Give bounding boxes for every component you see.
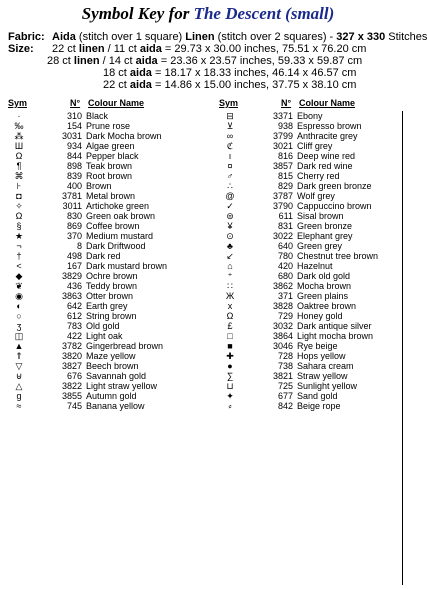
thread-number: 371 (277, 291, 293, 301)
symbol-glyph: ▲ (14, 341, 24, 351)
colour-name: Dark red wine (297, 161, 353, 171)
colour-name: Black (86, 111, 109, 121)
colour-name: Espresso brown (297, 121, 362, 131)
thread-number: 3827 (61, 361, 82, 371)
thread-number: 829 (277, 181, 293, 191)
table-row (6, 251, 196, 261)
size-cloth2: aida (129, 67, 152, 79)
table-row (217, 131, 407, 141)
symbol-glyph: ⁺ (227, 271, 233, 281)
table-row (6, 151, 196, 161)
size-line-4 (103, 79, 356, 91)
colour-name: Maze yellow (86, 351, 136, 361)
fabric-line (8, 31, 427, 43)
thread-number: 3863 (61, 291, 82, 301)
symbol-glyph: ⊙ (226, 231, 234, 241)
colour-name: Sisal brown (297, 211, 344, 221)
symbol-glyph: ʒ (16, 321, 22, 331)
thread-number: 400 (66, 181, 82, 191)
symbol-glyph: ℭ (226, 141, 234, 151)
table-row (6, 221, 196, 231)
symbol-glyph: ↙ (226, 251, 234, 261)
thread-number: 783 (66, 321, 82, 331)
thread-number: 3021 (272, 141, 293, 151)
table-row (217, 311, 407, 321)
symbol-glyph: Ж (225, 291, 235, 301)
table-row (217, 371, 407, 381)
table-row (6, 141, 196, 151)
symbol-glyph: x (227, 301, 233, 311)
thread-number: 3864 (272, 331, 293, 341)
table-row (6, 301, 196, 311)
table-row (6, 351, 196, 361)
colour-name: Beech brown (86, 361, 139, 371)
symbol-glyph: g (16, 391, 22, 401)
symbol-glyph: ¥ (227, 221, 233, 231)
symbol-glyph: ⊻ (226, 121, 234, 131)
table-row (6, 181, 196, 191)
table-row (217, 191, 407, 201)
symbol-glyph: § (16, 221, 22, 231)
table-row (6, 331, 196, 341)
thread-number: 436 (66, 281, 82, 291)
colour-name: Chestnut tree brown (297, 251, 379, 261)
colour-name: Algae green (86, 141, 135, 151)
title-prefix: Symbol Key for (81, 4, 194, 23)
size-line-2 (47, 55, 362, 67)
colour-name: Honey gold (297, 311, 343, 321)
stitch-suffix: Stitches (385, 31, 427, 43)
title-pattern-name: The Descent (small) (193, 4, 335, 23)
table-row (217, 301, 407, 311)
table-row (6, 281, 196, 291)
table-row (6, 191, 196, 201)
symbol-glyph: ⸗ (228, 401, 232, 411)
colour-name: Hazelnut (297, 261, 333, 271)
thread-number: 869 (66, 221, 82, 231)
thread-number: 3031 (61, 131, 82, 141)
colour-name: Cherry red (297, 171, 340, 181)
table-row (217, 211, 407, 221)
thread-number: 725 (277, 381, 293, 391)
thread-number: 167 (66, 261, 82, 271)
symbol-glyph: ∴ (227, 181, 233, 191)
colour-name: Oaktree brown (297, 301, 357, 311)
thread-number: 729 (277, 311, 293, 321)
table-row (217, 181, 407, 191)
symbol-glyph: ⌘ (14, 171, 24, 181)
table-row (217, 151, 407, 161)
symbol-glyph: ◘ (16, 191, 22, 201)
symbol-glyph: ◆ (15, 271, 23, 281)
symbol-glyph: ⇑ (15, 351, 23, 361)
header-no-right: N° (281, 98, 292, 108)
table-row (217, 351, 407, 361)
colour-name: Metal brown (86, 191, 136, 201)
table-row (217, 321, 407, 331)
table-row (6, 361, 196, 371)
symbol-glyph: ✓ (226, 201, 234, 211)
colour-name: Earth grey (86, 301, 128, 311)
colour-name: Anthracite grey (297, 131, 358, 141)
table-row (6, 371, 196, 381)
thread-number: 8 (76, 241, 82, 251)
fabric-linen-note: (stitch over 2 squares) - (214, 31, 337, 43)
size-cloth2: aida (139, 43, 162, 55)
colour-name: Ebony (297, 111, 323, 121)
symbol-glyph: ⊜ (226, 211, 234, 221)
size-line-3 (103, 67, 356, 79)
colour-name: Beige rope (297, 401, 341, 411)
symbol-glyph: † (16, 251, 22, 261)
table-row (6, 241, 196, 251)
table-row (217, 201, 407, 211)
thread-number: 420 (277, 261, 293, 271)
symbol-glyph: ⊎ (15, 371, 23, 381)
thread-number: 830 (66, 211, 82, 221)
thread-number: 3828 (272, 301, 293, 311)
table-row (6, 201, 196, 211)
table-row (6, 171, 196, 181)
fabric-label: Fabric: (8, 31, 45, 43)
colour-name: Sunlight yellow (297, 381, 358, 391)
thread-number: 154 (66, 121, 82, 131)
symbol-glyph: ◉ (15, 291, 23, 301)
thread-number: 640 (277, 241, 293, 251)
thread-number: 676 (66, 371, 82, 381)
table-row (217, 341, 407, 351)
symbol-glyph: ¬ (16, 241, 22, 251)
colour-name: Autumn gold (86, 391, 137, 401)
thread-number: 3857 (272, 161, 293, 171)
colour-name: Sand gold (297, 391, 338, 401)
table-row (6, 401, 196, 411)
symbol-glyph: ¶ (16, 161, 22, 171)
table-row (217, 141, 407, 151)
fabric-linen: Linen (185, 31, 215, 43)
colour-name: Light straw yellow (86, 381, 158, 391)
symbol-glyph: ¤ (227, 161, 233, 171)
thread-number: 3790 (272, 201, 293, 211)
thread-number: 3046 (272, 341, 293, 351)
thread-number: 3855 (61, 391, 82, 401)
table-row (217, 361, 407, 371)
colour-name: Pepper black (86, 151, 139, 161)
thread-number: 3787 (272, 191, 293, 201)
colour-name: Coffee brown (86, 221, 140, 231)
thread-number: 839 (66, 171, 82, 181)
thread-number: 831 (277, 221, 293, 231)
fabric-aida: Aida (52, 31, 76, 43)
table-row (6, 391, 196, 401)
symbol-glyph: ∷ (227, 281, 233, 291)
symbol-glyph: ⌂ (227, 261, 233, 271)
table-row (6, 291, 196, 301)
header-no-left: N° (70, 98, 81, 108)
symbol-glyph: ★ (14, 231, 24, 241)
symbol-glyph: ✚ (226, 351, 234, 361)
table-row (217, 161, 407, 171)
symbol-glyph: ♂ (226, 171, 234, 181)
thread-number: 3820 (61, 351, 82, 361)
colour-name: Green plains (297, 291, 349, 301)
thread-number: 612 (66, 311, 82, 321)
colour-name: Cliff grey (297, 141, 333, 151)
symbol-glyph: Ω (15, 211, 23, 221)
thread-number: 3829 (61, 271, 82, 281)
colour-name: Prune rose (86, 121, 131, 131)
thread-number: 498 (66, 251, 82, 261)
table-row (6, 321, 196, 331)
table-row (6, 121, 196, 131)
table-row (217, 111, 407, 121)
table-row (217, 261, 407, 271)
size-cloth: linen (73, 55, 100, 67)
thread-number: 677 (277, 391, 293, 401)
thread-number: 938 (277, 121, 293, 131)
table-row (217, 221, 407, 231)
size-cloth2: aida (135, 55, 158, 67)
symbol-glyph: ▽ (15, 361, 23, 371)
header-sym-right: Sym (219, 98, 239, 108)
colour-name: Otter brown (86, 291, 134, 301)
header-sym-left: Sym (8, 98, 28, 108)
colour-name: Hops yellow (297, 351, 346, 361)
colour-name: Banana yellow (86, 401, 145, 411)
colour-name: Straw yellow (297, 371, 348, 381)
table-row (6, 381, 196, 391)
size-rest: = 23.36 x 23.57 inches, 59.33 x 59.87 cm (157, 55, 363, 67)
colour-name: Rye beige (297, 341, 338, 351)
colour-name: Mocha brown (297, 281, 352, 291)
symbol-glyph: ✦ (226, 391, 234, 401)
size-cloth: linen (78, 43, 105, 55)
colour-name: Light oak (86, 331, 123, 341)
colour-name: Deep wine red (297, 151, 356, 161)
thread-number: 3022 (272, 231, 293, 241)
symbol-glyph: ◫ (14, 331, 24, 341)
size-rest: = 18.17 x 18.33 inches, 46.14 x 46.57 cm (151, 67, 357, 79)
table-row (217, 281, 407, 291)
thread-number: 816 (277, 151, 293, 161)
thread-number: 611 (278, 211, 293, 221)
table-row (217, 391, 407, 401)
colour-name: Dark green bronze (297, 181, 372, 191)
size-mid: / 14 ct (99, 55, 136, 67)
symbol-glyph: ∑ (226, 371, 234, 381)
symbol-glyph: ○ (16, 311, 22, 321)
table-row (6, 211, 196, 221)
table-row (6, 311, 196, 321)
thread-number: 728 (277, 351, 293, 361)
symbol-glyph: @ (225, 191, 235, 201)
symbol-glyph: ✧ (15, 201, 23, 211)
table-row (6, 231, 196, 241)
table-row (6, 111, 196, 121)
table-row (217, 271, 407, 281)
thread-number: 815 (277, 171, 293, 181)
size-prefix: 22 ct (52, 43, 79, 55)
thread-number: 642 (66, 301, 82, 311)
symbol-glyph: △ (15, 381, 23, 391)
thread-number: 780 (277, 251, 293, 261)
thread-number: 842 (277, 401, 293, 411)
thread-number: 745 (66, 401, 82, 411)
colour-name: Dark Mocha brown (86, 131, 162, 141)
colour-name: Savannah gold (86, 371, 147, 381)
size-cloth2: aida (129, 79, 152, 91)
size-mid: 18 ct (103, 67, 130, 79)
thread-number: 3862 (272, 281, 293, 291)
stitch-dimensions: 327 x 330 (336, 31, 386, 43)
symbol-glyph: Ω (226, 311, 234, 321)
colour-name: Dark antique silver (297, 321, 372, 331)
colour-name: Dark mustard brown (86, 261, 168, 271)
colour-name: Green oak brown (86, 211, 156, 221)
symbol-glyph: Ш (14, 141, 24, 151)
size-label: Size: (8, 43, 34, 55)
table-row (6, 161, 196, 171)
symbol-glyph: ‰ (14, 121, 24, 131)
table-row (217, 251, 407, 261)
size-mid: 22 ct (103, 79, 130, 91)
symbol-glyph: ∞ (226, 131, 234, 141)
thread-number: 3781 (61, 191, 82, 201)
colour-name: Teddy brown (86, 281, 138, 291)
thread-number: 3782 (61, 341, 82, 351)
symbol-glyph: ⊟ (226, 111, 234, 121)
symbol-glyph: ❦ (15, 281, 23, 291)
symbol-glyph: ● (227, 361, 233, 371)
header-name-left: Colour Name (88, 98, 145, 108)
table-row (217, 121, 407, 131)
table-row (217, 291, 407, 301)
size-rest: = 29.73 x 30.00 inches, 75.51 x 76.20 cm (161, 43, 367, 55)
thread-number: 3821 (272, 371, 293, 381)
thread-number: 3011 (62, 201, 82, 211)
symbol-glyph: Ω (15, 151, 23, 161)
table-row (217, 381, 407, 391)
table-row (217, 231, 407, 241)
colour-name: Ochre brown (86, 271, 138, 281)
thread-number: 3032 (272, 321, 293, 331)
table-row (6, 271, 196, 281)
symbol-glyph: ♣ (227, 241, 233, 251)
colour-name: Dark old gold (297, 271, 351, 281)
colour-name: Old gold (86, 321, 120, 331)
fabric-aida-note: (stitch over 1 square) (75, 31, 186, 43)
colour-name: Elephant grey (297, 231, 353, 241)
symbol-glyph: ≈ (16, 401, 22, 411)
colour-name: Gingerbread brown (86, 341, 164, 351)
symbol-glyph: ⊔ (226, 381, 234, 391)
table-row (217, 241, 407, 251)
symbol-glyph: ◐ (16, 301, 22, 311)
size-mid: / 11 ct (104, 43, 140, 55)
symbol-glyph: □ (227, 331, 233, 341)
thread-number: 898 (66, 161, 82, 171)
table-row (6, 261, 196, 271)
symbol-glyph: £ (227, 321, 233, 331)
symbol-glyph: ı (228, 151, 232, 161)
thread-number: 680 (277, 271, 293, 281)
colour-name: Dark red (86, 251, 121, 261)
symbol-glyph: ■ (227, 341, 233, 351)
colour-name: Green grey (297, 241, 343, 251)
thread-number: 3371 (272, 111, 293, 121)
colour-name: Dark Driftwood (86, 241, 146, 251)
thread-number: 370 (66, 231, 82, 241)
symbol-glyph: < (16, 261, 22, 271)
thread-number: 934 (66, 141, 82, 151)
colour-name: Light mocha brown (297, 331, 374, 341)
symbol-glyph: ⊦ (16, 181, 22, 191)
table-row (217, 401, 407, 411)
colour-name: Root brown (86, 171, 133, 181)
thread-number: 3799 (272, 131, 293, 141)
thread-number: 310 (66, 111, 82, 121)
colour-name: Artichoke green (86, 201, 150, 211)
table-row (6, 341, 196, 351)
thread-number: 3822 (61, 381, 82, 391)
table-row (217, 331, 407, 341)
size-rest: = 14.86 x 15.00 inches, 37.75 x 38.10 cm (151, 79, 357, 91)
table-row (6, 131, 196, 141)
header-name-right: Colour Name (299, 98, 356, 108)
colour-name: String brown (86, 311, 137, 321)
size-prefix: 28 ct (47, 55, 74, 67)
thread-number: 422 (66, 331, 82, 341)
thread-number: 844 (66, 151, 82, 161)
colour-name: Green bronze (297, 221, 353, 231)
colour-name: Sahara cream (297, 361, 354, 371)
colour-name: Brown (86, 181, 112, 191)
thread-number: 738 (277, 361, 293, 371)
colour-name: Teak brown (86, 161, 133, 171)
size-line-1 (8, 43, 366, 55)
table-row (217, 171, 407, 181)
symbol-glyph: ⁂ (14, 131, 24, 141)
colour-name: Medium mustard (86, 231, 154, 241)
symbol-glyph: · (17, 111, 21, 121)
page-title (0, 4, 416, 24)
colour-name: Cappuccino brown (297, 201, 372, 211)
colour-name: Wolf grey (297, 191, 335, 201)
